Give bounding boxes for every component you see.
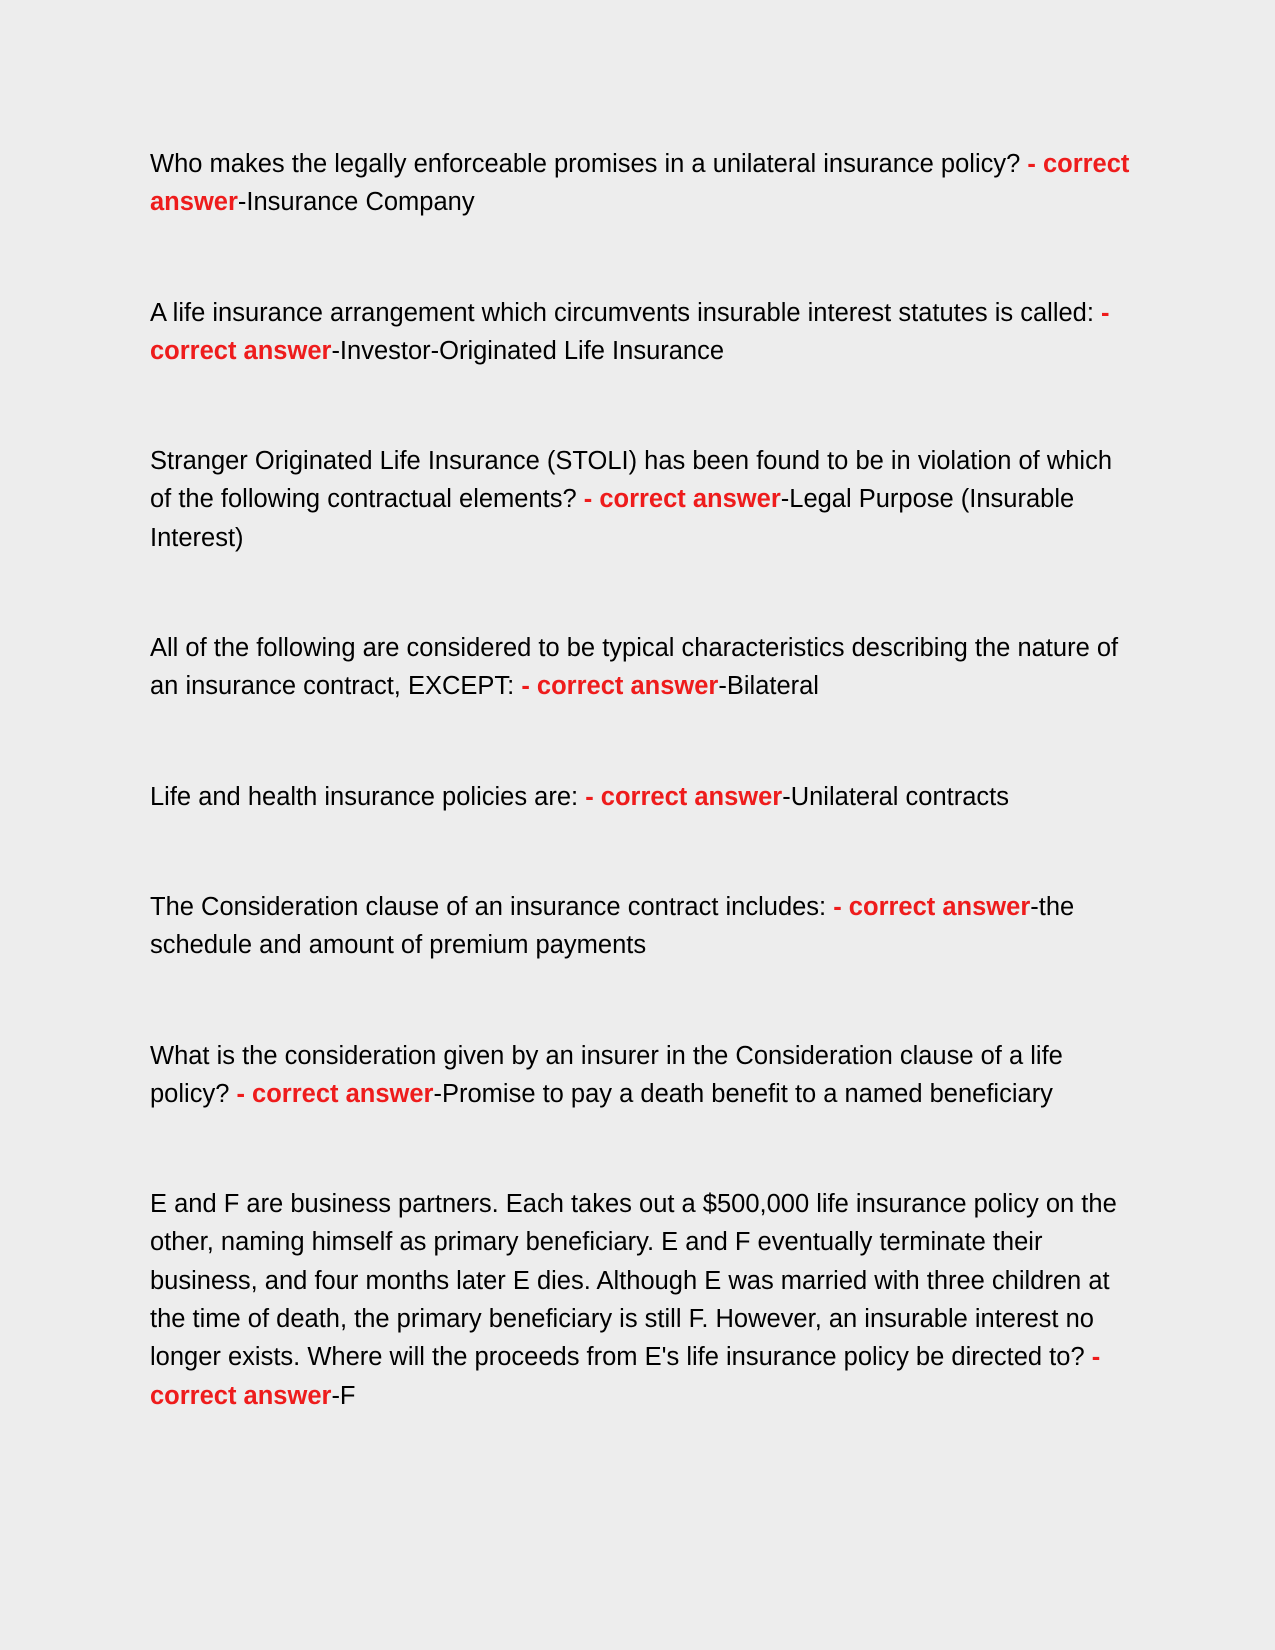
- qa-item-8: [150, 1185, 1130, 1415]
- qa-item-2: [150, 294, 1130, 371]
- answer-text: -Bilateral: [718, 672, 819, 701]
- qa-item-1: [150, 145, 1130, 222]
- answer-text: -the schedule and amount of premium payments: [150, 892, 1075, 960]
- question-text: A life insurance arrangement which circumvents insurable interest statutes is called:: [150, 298, 1102, 327]
- correct-answer-marker: - correct answer: [236, 1079, 434, 1108]
- question-text: All of the following are considered to be typical characteristics describing the nature of an insurance contract, EXCEPT:: [150, 634, 1119, 701]
- correct-answer-marker: - correct answer: [583, 485, 781, 514]
- question-text: The Consideration clause of an insurance contract includes:: [150, 892, 834, 921]
- answer-text: -Unilateral contracts: [782, 782, 1009, 811]
- correct-answer-marker: - correct answer: [585, 782, 783, 811]
- document-page: [150, 145, 1130, 1415]
- question-text: What is the consideration given by an insurer in the Consideration clause of a life policy?: [150, 1041, 1063, 1108]
- answer-text: -F: [331, 1381, 356, 1410]
- question-text: Life and health insurance policies are:: [150, 782, 586, 811]
- correct-answer-marker: - correct answer: [150, 1343, 1101, 1410]
- correct-answer-marker: - correct answer: [150, 150, 1130, 217]
- question-text: Stranger Originated Life Insurance (STOLI) has been found to be in violation of which of the following contractual elements?: [150, 447, 1113, 514]
- answer-text: -Legal Purpose (Insurable Interest): [150, 485, 1075, 552]
- answer-text: -Promise to pay a death benefit to a named beneficiary: [433, 1079, 1053, 1108]
- qa-item-6: [150, 888, 1130, 965]
- qa-item-7: [150, 1037, 1130, 1114]
- qa-item-5: [150, 778, 1130, 816]
- qa-item-3: [150, 442, 1130, 557]
- correct-answer-marker: - correct answer: [833, 892, 1031, 921]
- answer-text: -Investor-Originated Life Insurance: [331, 336, 725, 365]
- correct-answer-marker: - correct answer: [150, 298, 1110, 365]
- question-text: E and F are business partners. Each takes out a $500,000 life insurance policy on the other, naming himself as primary beneficiary. E and F eventually terminate their business, and four months later E dies. Although E was married with three children at the time of death, the primary beneficiary is still F. However, an insurable interest no longer exists. Where will the proceeds from E's life insurance policy be directed to?: [150, 1190, 1117, 1372]
- question-text: Who makes the legally enforceable promises in a unilateral insurance policy?: [150, 150, 1028, 178]
- qa-item-4: [150, 629, 1130, 706]
- correct-answer-marker: - correct answer: [521, 672, 719, 701]
- answer-text: -Insurance Company: [237, 188, 475, 217]
